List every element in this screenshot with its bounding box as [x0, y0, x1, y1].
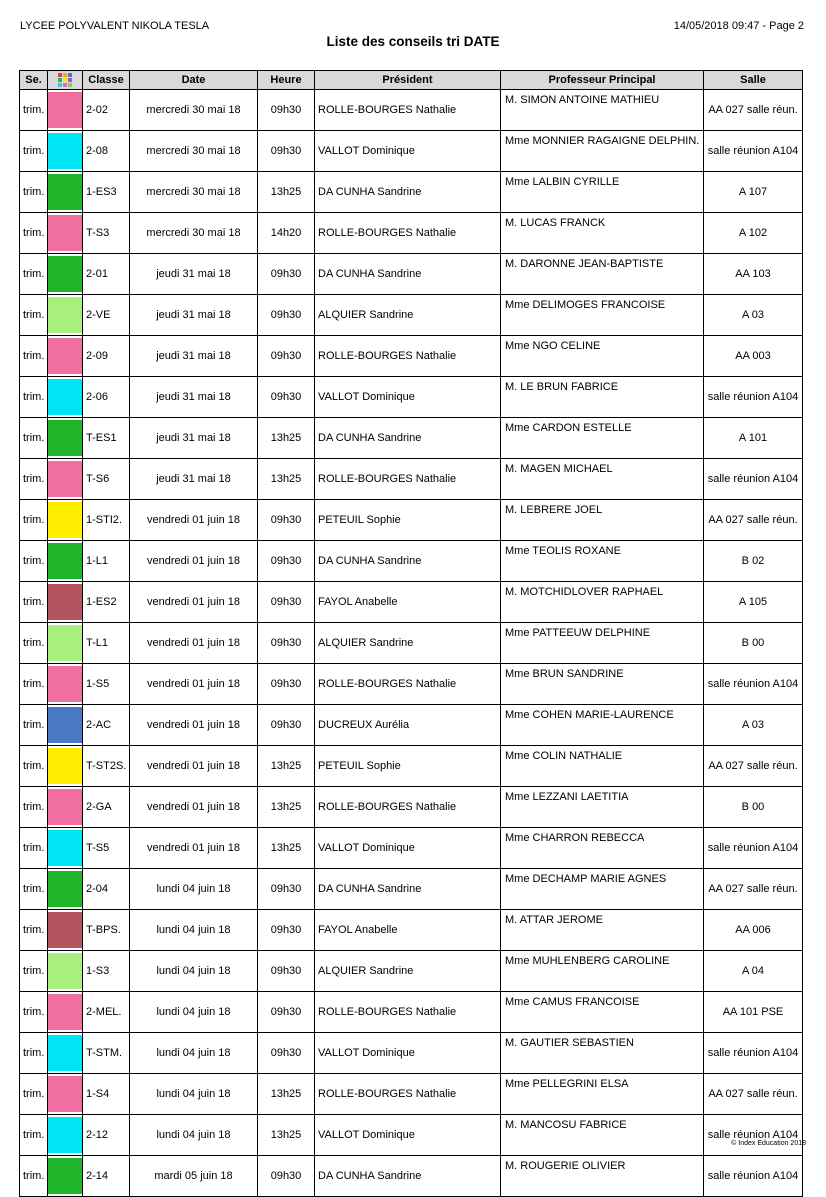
- table-row: [20, 90, 803, 131]
- session-cell: trim.: [20, 172, 48, 213]
- session-cell: trim.: [20, 90, 48, 131]
- salle-cell: AA 027 salle réun.: [704, 90, 803, 131]
- color-swatch-cell: [48, 787, 83, 828]
- table-row: [20, 787, 803, 828]
- classe-cell: 2-02: [83, 90, 130, 131]
- class-color-swatch: [48, 92, 82, 128]
- professeur-cell: Mme MUHLENBERG CAROLINE: [501, 951, 704, 992]
- session-cell: trim.: [20, 869, 48, 910]
- table-row: [20, 828, 803, 869]
- president-cell: ROLLE-BOURGES Nathalie: [315, 664, 501, 705]
- date-cell: vendredi 01 juin 18: [130, 664, 258, 705]
- date-cell: mercredi 30 mai 18: [130, 131, 258, 172]
- president-cell: ALQUIER Sandrine: [315, 951, 501, 992]
- heure-cell: 09h30: [258, 910, 315, 951]
- president-cell: PETEUIL Sophie: [315, 746, 501, 787]
- president-cell: DA CUNHA Sandrine: [315, 418, 501, 459]
- president-cell: ROLLE-BOURGES Nathalie: [315, 1074, 501, 1115]
- color-swatch-cell: [48, 869, 83, 910]
- classe-cell: 2-08: [83, 131, 130, 172]
- color-swatch-cell: [48, 910, 83, 951]
- president-cell: DA CUNHA Sandrine: [315, 869, 501, 910]
- color-grid-icon: [58, 73, 72, 87]
- session-cell: trim.: [20, 705, 48, 746]
- color-swatch-cell: [48, 459, 83, 500]
- heure-cell: 09h30: [258, 664, 315, 705]
- salle-cell: AA 027 salle réun.: [704, 869, 803, 910]
- table-row: [20, 623, 803, 664]
- heure-cell: 09h30: [258, 705, 315, 746]
- date-cell: lundi 04 juin 18: [130, 1033, 258, 1074]
- col-header-date: Date: [130, 71, 258, 90]
- date-cell: vendredi 01 juin 18: [130, 828, 258, 869]
- heure-cell: 09h30: [258, 1033, 315, 1074]
- table-row: [20, 1033, 803, 1074]
- session-cell: trim.: [20, 951, 48, 992]
- professeur-cell: Mme COLIN NATHALIE: [501, 746, 704, 787]
- table-row: [20, 910, 803, 951]
- salle-cell: salle réunion A104: [704, 1156, 803, 1197]
- date-cell: mercredi 30 mai 18: [130, 172, 258, 213]
- color-swatch-cell: [48, 336, 83, 377]
- session-cell: trim.: [20, 582, 48, 623]
- classe-cell: 1-ES3: [83, 172, 130, 213]
- color-swatch-cell: [48, 951, 83, 992]
- date-cell: lundi 04 juin 18: [130, 1115, 258, 1156]
- salle-cell: AA 006: [704, 910, 803, 951]
- professeur-cell: Mme NGO CELINE: [501, 336, 704, 377]
- color-swatch-cell: [48, 213, 83, 254]
- professeur-cell: M. DARONNE JEAN-BAPTISTE: [501, 254, 704, 295]
- professeur-cell: M. MOTCHIDLOVER RAPHAEL: [501, 582, 704, 623]
- copyright-footer: © Index Education 2018: [731, 1140, 806, 1147]
- professeur-cell: Mme DECHAMP MARIE AGNES: [501, 869, 704, 910]
- professeur-cell: M. MAGEN MICHAEL: [501, 459, 704, 500]
- salle-cell: salle réunion A104: [704, 828, 803, 869]
- president-cell: ROLLE-BOURGES Nathalie: [315, 459, 501, 500]
- salle-cell: AA 101 PSE: [704, 992, 803, 1033]
- color-swatch-cell: [48, 1033, 83, 1074]
- class-color-swatch: [48, 707, 82, 743]
- color-swatch-cell: [48, 254, 83, 295]
- class-color-swatch: [48, 625, 82, 661]
- table-row: [20, 1156, 803, 1197]
- color-swatch-cell: [48, 172, 83, 213]
- salle-cell: salle réunion A104: [704, 1033, 803, 1074]
- heure-cell: 13h25: [258, 418, 315, 459]
- session-cell: trim.: [20, 377, 48, 418]
- class-color-swatch: [48, 871, 82, 907]
- date-cell: mercredi 30 mai 18: [130, 213, 258, 254]
- president-cell: ROLLE-BOURGES Nathalie: [315, 90, 501, 131]
- session-cell: trim.: [20, 1156, 48, 1197]
- salle-cell: AA 003: [704, 336, 803, 377]
- class-color-swatch: [48, 297, 82, 333]
- heure-cell: 09h30: [258, 869, 315, 910]
- salle-cell: B 00: [704, 787, 803, 828]
- salle-cell: AA 027 salle réun.: [704, 500, 803, 541]
- table-row: [20, 1074, 803, 1115]
- table-row: [20, 746, 803, 787]
- date-cell: vendredi 01 juin 18: [130, 582, 258, 623]
- date-cell: vendredi 01 juin 18: [130, 746, 258, 787]
- date-cell: vendredi 01 juin 18: [130, 705, 258, 746]
- salle-cell: A 107: [704, 172, 803, 213]
- heure-cell: 09h30: [258, 90, 315, 131]
- president-cell: ROLLE-BOURGES Nathalie: [315, 992, 501, 1033]
- class-color-swatch: [48, 1158, 82, 1194]
- date-cell: vendredi 01 juin 18: [130, 623, 258, 664]
- table-row: [20, 418, 803, 459]
- heure-cell: 13h25: [258, 172, 315, 213]
- heure-cell: 09h30: [258, 254, 315, 295]
- professeur-cell: M. LE BRUN FABRICE: [501, 377, 704, 418]
- professeur-cell: Mme PATTEEUW DELPHINE: [501, 623, 704, 664]
- professeur-cell: Mme CAMUS FRANCOISE: [501, 992, 704, 1033]
- salle-cell: B 02: [704, 541, 803, 582]
- color-swatch-cell: [48, 1074, 83, 1115]
- session-cell: trim.: [20, 459, 48, 500]
- date-cell: jeudi 31 mai 18: [130, 295, 258, 336]
- session-cell: trim.: [20, 1074, 48, 1115]
- president-cell: ALQUIER Sandrine: [315, 295, 501, 336]
- table-row: [20, 582, 803, 623]
- session-cell: trim.: [20, 295, 48, 336]
- color-swatch-cell: [48, 992, 83, 1033]
- heure-cell: 13h25: [258, 1074, 315, 1115]
- professeur-cell: M. LUCAS FRANCK: [501, 213, 704, 254]
- professeur-cell: M. MANCOSU FABRICE: [501, 1115, 704, 1156]
- president-cell: FAYOL Anabelle: [315, 910, 501, 951]
- session-cell: trim.: [20, 910, 48, 951]
- class-color-swatch: [48, 420, 82, 456]
- color-swatch-cell: [48, 541, 83, 582]
- table-row: [20, 377, 803, 418]
- class-color-swatch: [48, 174, 82, 210]
- heure-cell: 14h20: [258, 213, 315, 254]
- session-cell: trim.: [20, 500, 48, 541]
- classe-cell: 2-06: [83, 377, 130, 418]
- professeur-cell: Mme TEOLIS ROXANE: [501, 541, 704, 582]
- class-color-swatch: [48, 256, 82, 292]
- class-color-swatch: [48, 830, 82, 866]
- color-swatch-cell: [48, 582, 83, 623]
- heure-cell: 13h25: [258, 1115, 315, 1156]
- table-row: [20, 254, 803, 295]
- class-color-swatch: [48, 1076, 82, 1112]
- president-cell: VALLOT Dominique: [315, 1115, 501, 1156]
- table-row: [20, 336, 803, 377]
- color-swatch-cell: [48, 90, 83, 131]
- professeur-cell: Mme LALBIN CYRILLE: [501, 172, 704, 213]
- class-color-swatch: [48, 1035, 82, 1071]
- col-header-color: [48, 71, 83, 90]
- president-cell: VALLOT Dominique: [315, 828, 501, 869]
- date-cell: jeudi 31 mai 18: [130, 336, 258, 377]
- color-swatch-cell: [48, 500, 83, 541]
- salle-cell: A 03: [704, 705, 803, 746]
- heure-cell: 13h25: [258, 746, 315, 787]
- president-cell: VALLOT Dominique: [315, 1033, 501, 1074]
- class-color-swatch: [48, 666, 82, 702]
- color-swatch-cell: [48, 377, 83, 418]
- professeur-cell: Mme PELLEGRINI ELSA: [501, 1074, 704, 1115]
- print-date-page: 14/05/2018 09:47 - Page 2: [673, 20, 804, 32]
- date-cell: lundi 04 juin 18: [130, 951, 258, 992]
- president-cell: PETEUIL Sophie: [315, 500, 501, 541]
- class-color-swatch: [48, 379, 82, 415]
- session-cell: trim.: [20, 623, 48, 664]
- salle-cell: B 00: [704, 623, 803, 664]
- col-header-classe: Classe: [83, 71, 130, 90]
- heure-cell: 13h25: [258, 828, 315, 869]
- table-header-row: [20, 71, 803, 90]
- session-cell: trim.: [20, 1033, 48, 1074]
- president-cell: ROLLE-BOURGES Nathalie: [315, 213, 501, 254]
- classe-cell: 2-MEL.: [83, 992, 130, 1033]
- salle-cell: A 04: [704, 951, 803, 992]
- professeur-cell: M. ATTAR JEROME: [501, 910, 704, 951]
- table-row: [20, 459, 803, 500]
- president-cell: DA CUNHA Sandrine: [315, 254, 501, 295]
- color-swatch-cell: [48, 131, 83, 172]
- heure-cell: 09h30: [258, 336, 315, 377]
- color-swatch-cell: [48, 418, 83, 459]
- page-title: Liste des conseils tri DATE: [326, 34, 500, 49]
- classe-cell: 1-S3: [83, 951, 130, 992]
- session-cell: trim.: [20, 131, 48, 172]
- school-name: LYCEE POLYVALENT NIKOLA TESLA: [20, 20, 210, 32]
- heure-cell: 09h30: [258, 377, 315, 418]
- class-color-swatch: [48, 543, 82, 579]
- session-cell: trim.: [20, 336, 48, 377]
- professeur-cell: Mme LEZZANI LAETITIA: [501, 787, 704, 828]
- classe-cell: 2-AC: [83, 705, 130, 746]
- date-cell: lundi 04 juin 18: [130, 869, 258, 910]
- table-row: [20, 500, 803, 541]
- date-cell: vendredi 01 juin 18: [130, 541, 258, 582]
- president-cell: FAYOL Anabelle: [315, 582, 501, 623]
- president-cell: VALLOT Dominique: [315, 377, 501, 418]
- class-color-swatch: [48, 748, 82, 784]
- table-row: [20, 664, 803, 705]
- table-row: [20, 131, 803, 172]
- session-cell: trim.: [20, 213, 48, 254]
- session-cell: trim.: [20, 418, 48, 459]
- table-row: [20, 992, 803, 1033]
- classe-cell: T-STM.: [83, 1033, 130, 1074]
- salle-cell: AA 027 salle réun.: [704, 1074, 803, 1115]
- classe-cell: 2-01: [83, 254, 130, 295]
- president-cell: ROLLE-BOURGES Nathalie: [315, 787, 501, 828]
- col-header-salle: Salle: [704, 71, 803, 90]
- table-row: [20, 951, 803, 992]
- president-cell: ALQUIER Sandrine: [315, 623, 501, 664]
- salle-cell: salle réunion A104: [704, 377, 803, 418]
- table-row: [20, 869, 803, 910]
- class-color-swatch: [48, 953, 82, 989]
- color-swatch-cell: [48, 1115, 83, 1156]
- date-cell: lundi 04 juin 18: [130, 1074, 258, 1115]
- table-body: [20, 90, 803, 1197]
- heure-cell: 09h30: [258, 992, 315, 1033]
- color-swatch-cell: [48, 828, 83, 869]
- class-color-swatch: [48, 461, 82, 497]
- session-cell: trim.: [20, 992, 48, 1033]
- classe-cell: 1-ES2: [83, 582, 130, 623]
- date-cell: vendredi 01 juin 18: [130, 500, 258, 541]
- class-color-swatch: [48, 502, 82, 538]
- class-color-swatch: [48, 584, 82, 620]
- heure-cell: 09h30: [258, 295, 315, 336]
- date-cell: mercredi 30 mai 18: [130, 90, 258, 131]
- heure-cell: 09h30: [258, 500, 315, 541]
- professeur-cell: Mme COHEN MARIE-LAURENCE: [501, 705, 704, 746]
- salle-cell: salle réunion A104: [704, 1115, 803, 1156]
- session-cell: trim.: [20, 664, 48, 705]
- color-swatch-cell: [48, 623, 83, 664]
- date-cell: lundi 04 juin 18: [130, 992, 258, 1033]
- conseils-table: [19, 70, 803, 1197]
- classe-cell: 2-GA: [83, 787, 130, 828]
- president-cell: ROLLE-BOURGES Nathalie: [315, 336, 501, 377]
- professeur-cell: Mme DELIMOGES FRANCOISE: [501, 295, 704, 336]
- salle-cell: A 105: [704, 582, 803, 623]
- professeur-cell: Mme BRUN SANDRINE: [501, 664, 704, 705]
- col-header-heure: Heure: [258, 71, 315, 90]
- class-color-swatch: [48, 994, 82, 1030]
- classe-cell: 2-VE: [83, 295, 130, 336]
- classe-cell: 1-L1: [83, 541, 130, 582]
- professeur-cell: Mme CHARRON REBECCA: [501, 828, 704, 869]
- class-color-swatch: [48, 133, 82, 169]
- classe-cell: T-S6: [83, 459, 130, 500]
- heure-cell: 09h30: [258, 131, 315, 172]
- table-row: [20, 295, 803, 336]
- color-swatch-cell: [48, 1156, 83, 1197]
- salle-cell: A 03: [704, 295, 803, 336]
- col-header-se: Se.: [20, 71, 48, 90]
- classe-cell: T-ST2S.: [83, 746, 130, 787]
- class-color-swatch: [48, 789, 82, 825]
- classe-cell: 1-S5: [83, 664, 130, 705]
- color-swatch-cell: [48, 705, 83, 746]
- heure-cell: 09h30: [258, 951, 315, 992]
- col-header-president: Président: [315, 71, 501, 90]
- president-cell: VALLOT Dominique: [315, 131, 501, 172]
- table-row: [20, 213, 803, 254]
- classe-cell: T-S3: [83, 213, 130, 254]
- salle-cell: AA 103: [704, 254, 803, 295]
- salle-cell: A 102: [704, 213, 803, 254]
- president-cell: DUCREUX Aurélia: [315, 705, 501, 746]
- salle-cell: salle réunion A104: [704, 131, 803, 172]
- classe-cell: 2-09: [83, 336, 130, 377]
- heure-cell: 09h30: [258, 582, 315, 623]
- class-color-swatch: [48, 912, 82, 948]
- session-cell: trim.: [20, 541, 48, 582]
- color-swatch-cell: [48, 295, 83, 336]
- professeur-cell: Mme CARDON ESTELLE: [501, 418, 704, 459]
- classe-cell: 2-12: [83, 1115, 130, 1156]
- professeur-cell: M. ROUGERIE OLIVIER: [501, 1156, 704, 1197]
- classe-cell: T-S5: [83, 828, 130, 869]
- class-color-swatch: [48, 338, 82, 374]
- heure-cell: 09h30: [258, 541, 315, 582]
- session-cell: trim.: [20, 787, 48, 828]
- president-cell: DA CUNHA Sandrine: [315, 172, 501, 213]
- table-row: [20, 172, 803, 213]
- classe-cell: T-ES1: [83, 418, 130, 459]
- session-cell: trim.: [20, 1115, 48, 1156]
- salle-cell: salle réunion A104: [704, 459, 803, 500]
- heure-cell: 09h30: [258, 623, 315, 664]
- date-cell: jeudi 31 mai 18: [130, 418, 258, 459]
- table-row: [20, 705, 803, 746]
- class-color-swatch: [48, 1117, 82, 1153]
- salle-cell: AA 027 salle réun.: [704, 746, 803, 787]
- professeur-cell: M. SIMON ANTOINE MATHIEU: [501, 90, 704, 131]
- date-cell: jeudi 31 mai 18: [130, 377, 258, 418]
- classe-cell: T-L1: [83, 623, 130, 664]
- heure-cell: 13h25: [258, 459, 315, 500]
- date-cell: jeudi 31 mai 18: [130, 254, 258, 295]
- heure-cell: 09h30: [258, 1156, 315, 1197]
- class-color-swatch: [48, 215, 82, 251]
- president-cell: DA CUNHA Sandrine: [315, 1156, 501, 1197]
- session-cell: trim.: [20, 746, 48, 787]
- session-cell: trim.: [20, 254, 48, 295]
- col-header-professeur: Professeur Principal: [501, 71, 704, 90]
- salle-cell: salle réunion A104: [704, 664, 803, 705]
- professeur-cell: Mme MONNIER RAGAIGNE DELPHIN.: [501, 131, 704, 172]
- table-row: [20, 541, 803, 582]
- salle-cell: A 101: [704, 418, 803, 459]
- session-cell: trim.: [20, 828, 48, 869]
- classe-cell: 1-STI2.: [83, 500, 130, 541]
- table-row: [20, 1115, 803, 1156]
- president-cell: DA CUNHA Sandrine: [315, 541, 501, 582]
- classe-cell: 2-04: [83, 869, 130, 910]
- date-cell: vendredi 01 juin 18: [130, 787, 258, 828]
- heure-cell: 13h25: [258, 787, 315, 828]
- classe-cell: 2-14: [83, 1156, 130, 1197]
- color-swatch-cell: [48, 746, 83, 787]
- date-cell: mardi 05 juin 18: [130, 1156, 258, 1197]
- classe-cell: 1-S4: [83, 1074, 130, 1115]
- classe-cell: T-BPS.: [83, 910, 130, 951]
- professeur-cell: M. GAUTIER SEBASTIEN: [501, 1033, 704, 1074]
- professeur-cell: M. LEBRERE JOEL: [501, 500, 704, 541]
- date-cell: lundi 04 juin 18: [130, 910, 258, 951]
- date-cell: jeudi 31 mai 18: [130, 459, 258, 500]
- color-swatch-cell: [48, 664, 83, 705]
